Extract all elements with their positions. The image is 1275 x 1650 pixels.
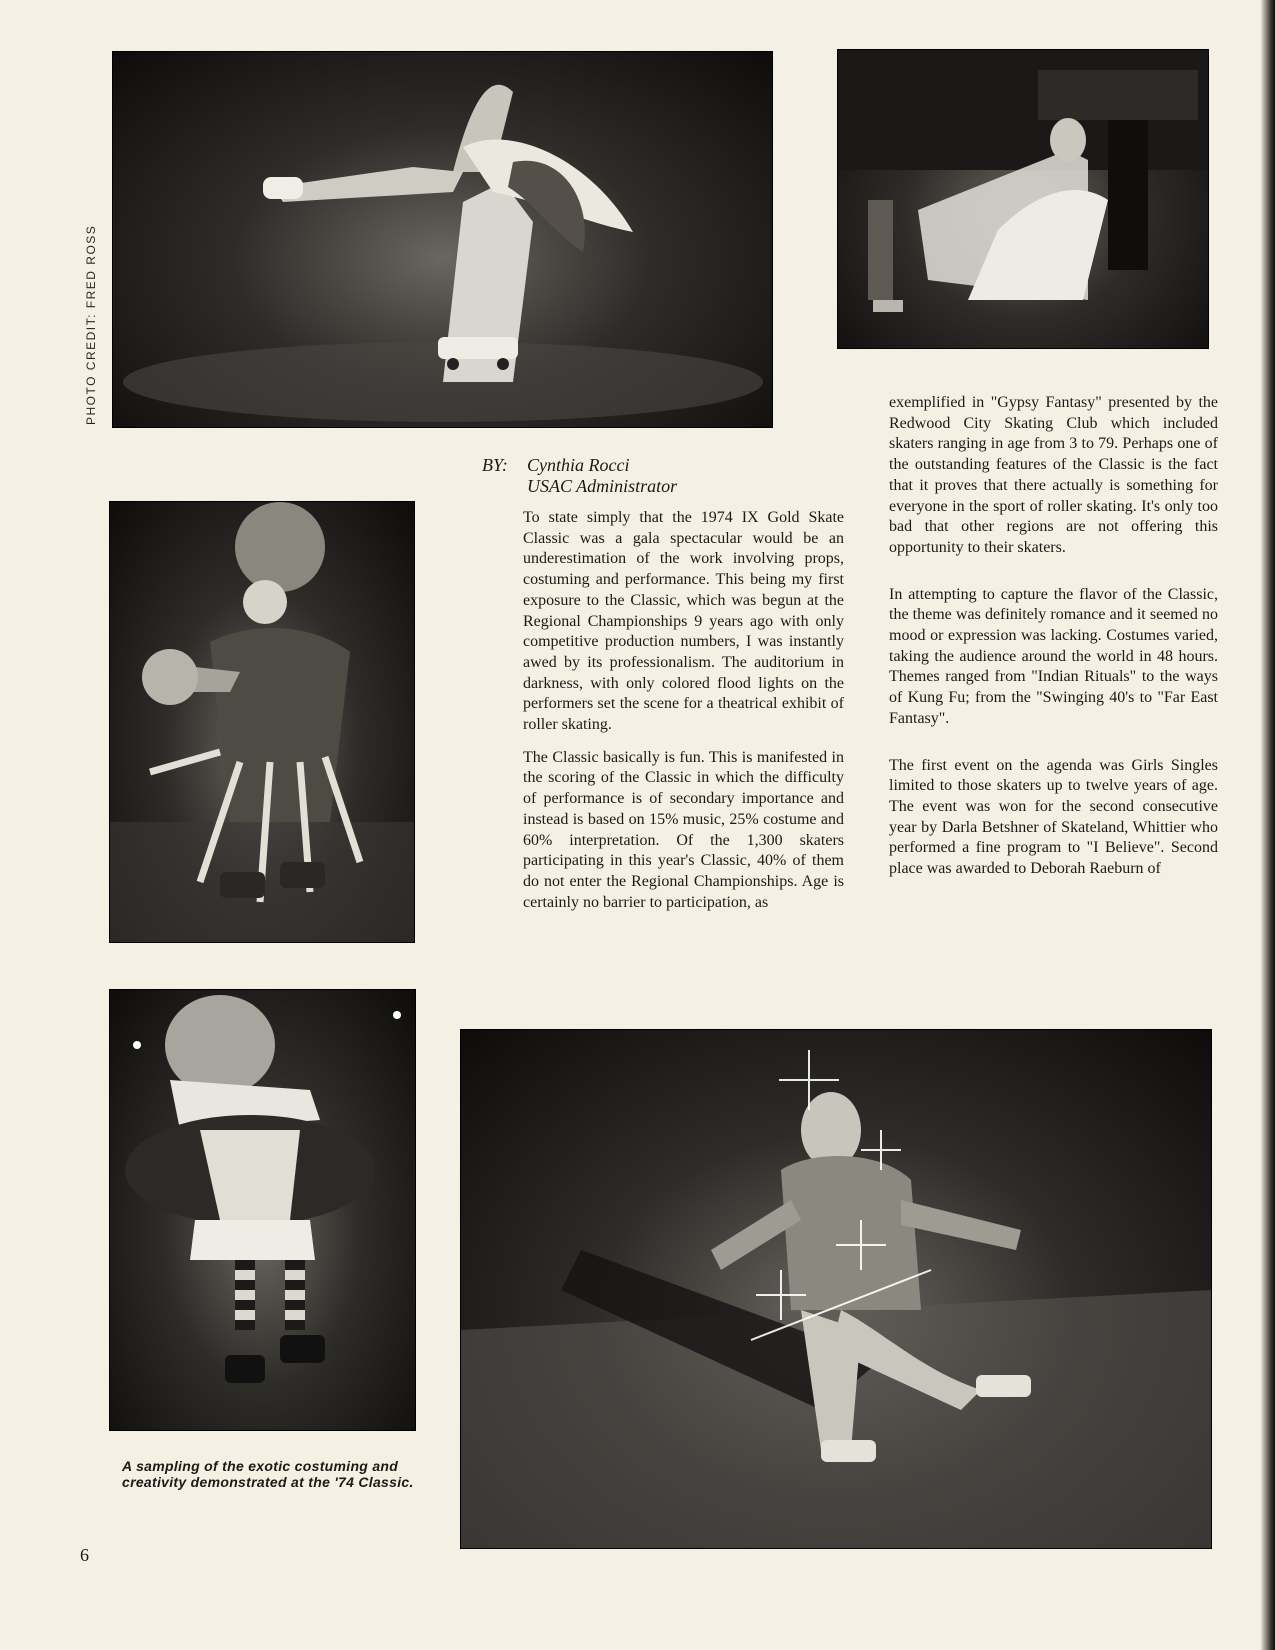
byline-role: USAC Administrator (527, 476, 678, 496)
article-column-2 (889, 393, 1218, 906)
photo-caption: A sampling of the exotic costuming and creativity demonstrated at the '74 Classic. (122, 1458, 414, 1490)
paragraph: The first event on the agenda was Girls Singles limited to those skaters up to twelve years of age. The event was won for the second consecutive year by Darla Betshner of Skateland, Whittier who performed a fine program to "I Believe". Second place was awarded to Deborah Raeburn of (889, 756, 1218, 878)
page-number: 6 (80, 1545, 89, 1565)
page-binding-edge (1261, 0, 1275, 1650)
photo-sequin-skater (461, 1030, 1211, 1548)
photo-doll-costume (110, 990, 415, 1430)
byline (482, 455, 677, 497)
byline-author: Cynthia Rocci (527, 455, 630, 475)
photo-skater-leap (113, 52, 772, 427)
paragraph: To state simply that the 1974 IX Gold Skate Classic was a gala spectacular would be an underestimation of the work involving props, costuming and performance. This being my first exposure to the Classic, which was begun at the Regional Championships 9 years ago with only competitive production numbers, I was instantly awed by its professionalism. The auditorium in darkness, with only colored flood lights on the performers set the scene for a theatrical exhibit of roller skating. (523, 509, 844, 734)
paragraph: In attempting to capture the flavor of the Classic, the theme was definitely romance and it seemed no mood or expression was lacking. Costumes varied, taking the audience around the world in 48 hours. Themes ranged from "Indian Rituals" to the ways of Kung Fu; from the "Swinging 40's to "Far East Fantasy". (889, 585, 1218, 727)
paragraph: The Classic basically is fun. This is manifested in the scoring of the Classic in which the difficulty of performance is of secondary importance and instead is based on 15% music, 25% costume and 60% interpretation. Of the 1,300 skaters participating in this year's Classic, 40% of them do not enter the Regional Championships. Age is certainly no barrier to participation, as (523, 748, 844, 911)
article-column-1 (523, 508, 844, 925)
photo-bride-skater (838, 50, 1208, 348)
paragraph: exemplified in "Gypsy Fantasy" presented by the Redwood City Skating Club which included skaters ranging in age from 3 to 79. Perhaps one of the outstanding features of the Classic is the fact that it proves that there actually is something for everyone in the sport of roller skating. It's only too bad that other regions are not offering this opportunity to their skaters. (889, 394, 1218, 556)
byline-prefix: BY: (482, 455, 508, 475)
photo-tinsel-costume (110, 502, 414, 942)
photo-credit: PHOTO CREDIT: FRED ROSS (84, 224, 98, 425)
